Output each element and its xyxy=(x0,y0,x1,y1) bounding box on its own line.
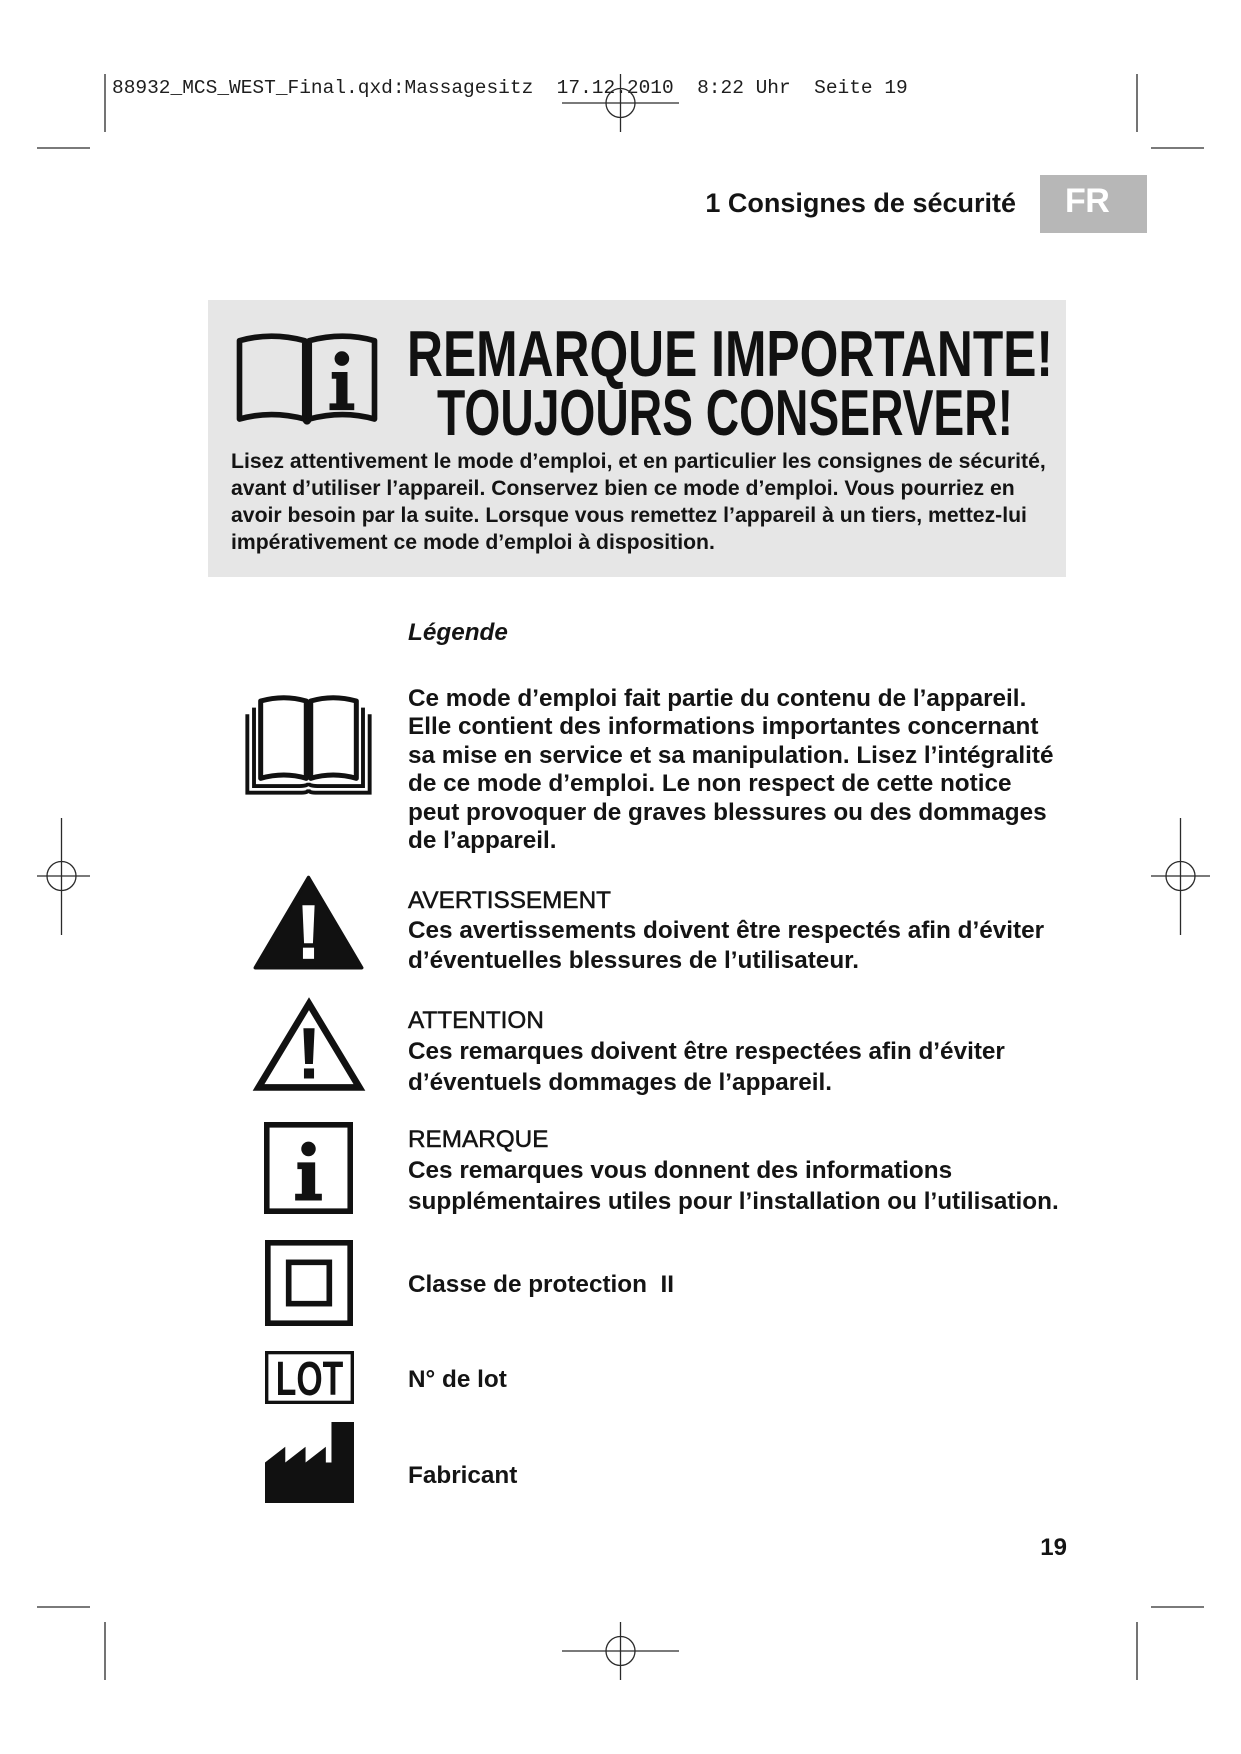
warning-filled-triangle-icon xyxy=(253,874,364,970)
legend-item-protection-class xyxy=(408,1271,674,1299)
info-dot xyxy=(301,1142,315,1157)
page-number: 19 xyxy=(1040,1534,1067,1561)
notice-title-line-1: REMARQUE IMPORTANTE! xyxy=(407,317,1053,390)
crop-mark-bottom-left xyxy=(37,1607,105,1680)
section-title: 1 Consignes de sécurité xyxy=(705,188,1016,218)
legend-line: Ces remarques doivent être respectées afin d’éviter xyxy=(408,1038,1005,1065)
legend-line: de l’appareil. xyxy=(408,827,557,855)
important-notice-panel xyxy=(208,300,1066,577)
legend-item-lot xyxy=(408,1366,507,1394)
legend-line: d’éventuels dommages de l’appareil. xyxy=(408,1069,832,1096)
legend-item-label: ATTENTION xyxy=(408,1007,544,1034)
book-left-page xyxy=(240,336,305,419)
notice-title xyxy=(400,315,1066,449)
registration-mark-left-icon xyxy=(37,818,90,935)
registration-mark-right-icon xyxy=(1151,818,1210,935)
legend-heading: Légende xyxy=(408,619,508,646)
open-manual-book-icon xyxy=(244,690,373,796)
notice-body-line: impérativement ce mode d’emploi à disposition. xyxy=(231,531,715,554)
legend-line: sa mise en service et sa manipulation. Lisez l’intégralité xyxy=(408,741,1054,769)
exclamation-dot xyxy=(304,1068,314,1078)
legend-line: peut provoquer de graves blessures ou des dommages xyxy=(408,798,1047,826)
legend-item-caution xyxy=(408,1005,1005,1098)
notice-body-line: avoir besoin par la suite. Lorsque vous remettez l’appareil à un tiers, mettez-lui xyxy=(231,504,1027,527)
legend-item-warning xyxy=(408,886,1044,976)
legend-line: Ces avertissements doivent être respectés afin d’éviter xyxy=(408,917,1045,944)
protection-class-ii-icon xyxy=(265,1240,353,1326)
info-stem xyxy=(330,372,355,410)
legend-item-label: REMARQUE xyxy=(408,1126,549,1153)
notice-title-line-2: TOUJOURS CONSERVER! xyxy=(437,376,1013,449)
legend-item-note xyxy=(408,1124,1059,1217)
legend-line: d’éventuelles blessures de l’utilisateur. xyxy=(408,947,860,974)
notice-body-line: avant d’utiliser l’appareil. Conservez bien ce mode d’emploi. Vous pourriez en xyxy=(231,477,1015,500)
legend-line: Ces remarques vous donnent des informations xyxy=(408,1157,953,1184)
crop-mark-bottom-right xyxy=(1137,1607,1204,1680)
legend-line: N° de lot xyxy=(408,1366,507,1393)
book-left-page xyxy=(261,698,307,779)
notice-body-line: Lisez attentivement le mode d’emploi, et en particulier les consignes de sécurité, xyxy=(231,450,1046,473)
registration-circle xyxy=(1166,862,1195,891)
manufacturer-factory-icon xyxy=(265,1422,354,1503)
exclamation-bar xyxy=(302,905,314,943)
manual-info-book-icon xyxy=(235,325,379,428)
registration-mark-bottom-center-icon xyxy=(562,1622,679,1680)
caution-outline-triangle-icon xyxy=(253,997,365,1093)
language-tab-label: FR xyxy=(1065,182,1110,220)
crop-mark-top-left xyxy=(37,74,105,148)
crop-mark-top-right xyxy=(1137,74,1204,148)
info-dot xyxy=(335,351,350,366)
lot-symbol-text: LOT xyxy=(275,1352,344,1407)
factory-shape xyxy=(265,1422,354,1503)
lot-number-icon xyxy=(265,1351,354,1407)
registration-circle xyxy=(606,1637,635,1666)
outer-square xyxy=(268,1243,350,1323)
book-spine xyxy=(305,419,310,422)
legend-item-manufacturer xyxy=(408,1462,517,1490)
legend-item-label: AVERTISSEMENT xyxy=(408,887,611,914)
legend-line: de ce mode d’emploi. Le non respect de cette notice xyxy=(408,770,1012,798)
exclamation-dot xyxy=(303,948,314,959)
exclamation-bar xyxy=(303,1028,314,1064)
notice-body xyxy=(231,448,1046,556)
legend-line: Ce mode d’emploi fait partie du contenu de l’appareil. xyxy=(408,685,1027,712)
legend-line: Elle contient des informations importantes concernant xyxy=(408,713,1039,741)
legend-line: Fabricant xyxy=(408,1462,518,1489)
legend-line: Classe de protection II xyxy=(408,1271,674,1298)
language-tab xyxy=(1040,175,1147,233)
print-slug: 88932_MCS_WEST_Final.qxd:Massagesitz 17.12.2010 8:22 Uhr Seite 19 xyxy=(112,77,908,99)
info-stem xyxy=(295,1162,322,1200)
legend-item-manual xyxy=(408,685,1053,855)
legend-line: supplémentaires utiles pour l’installation ou l’utilisation. xyxy=(408,1188,1059,1215)
registration-circle xyxy=(47,862,76,891)
book-right-page xyxy=(311,698,357,779)
inner-square xyxy=(289,1262,330,1303)
info-box-icon xyxy=(264,1122,353,1214)
